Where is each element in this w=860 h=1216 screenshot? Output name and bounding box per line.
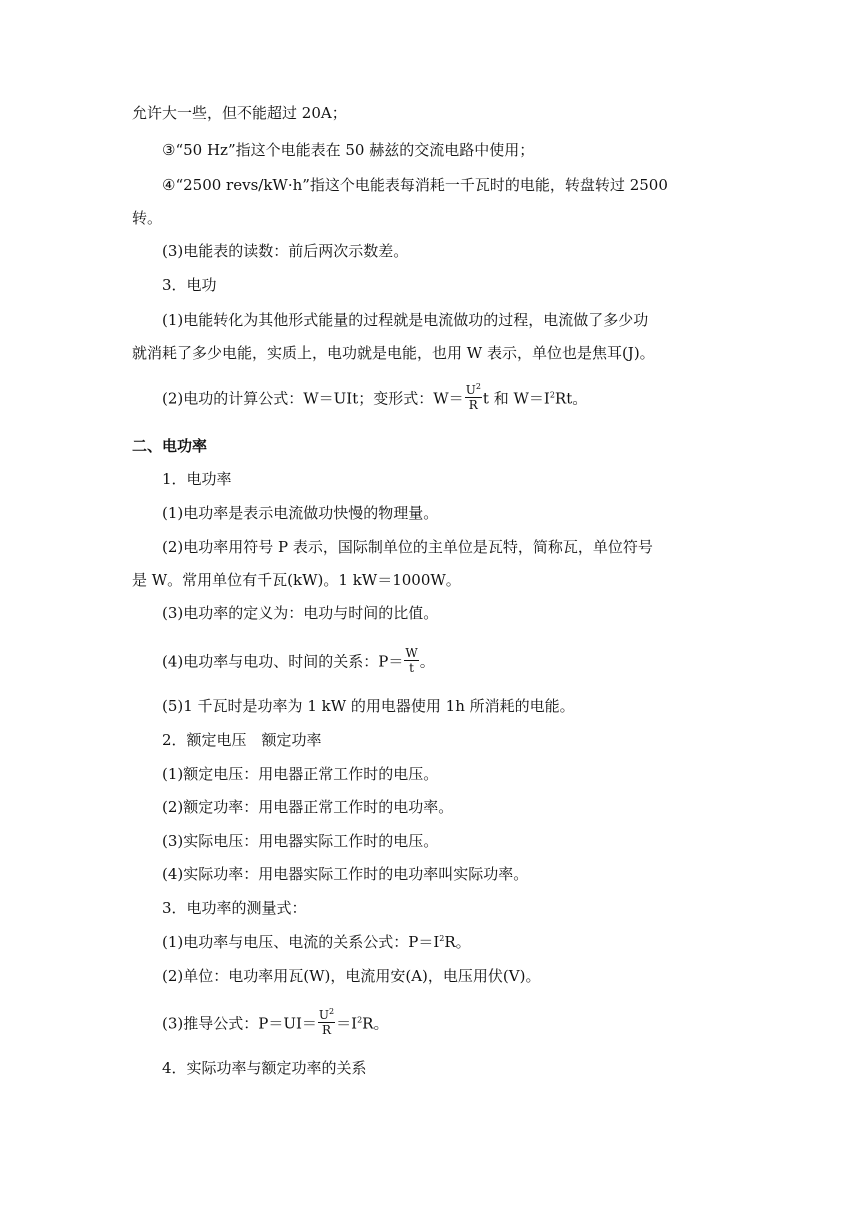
text: (1)额定电压：用电器正常工作时的电压。: [162, 765, 439, 783]
text-line: [162, 966, 540, 990]
text: 是 W。常用单位有千瓦(kW)。1 kW＝1000W。: [132, 571, 461, 589]
text: 就消耗了多少电能，实质上，电功就是电能，也用 W 表示，单位也是焦耳(J)。: [132, 344, 655, 362]
text: (2)额定功率：用电器正常工作时的电功率。: [162, 798, 454, 816]
text-line: [162, 241, 408, 265]
text: ＝I: [336, 1014, 358, 1033]
text-line: [162, 140, 534, 164]
text: (4)电功率与电功、时间的关系：P＝: [162, 652, 404, 671]
text: (1)电功率与电压、电流的关系公式：P＝I: [162, 933, 440, 951]
text: 2．额定电压 额定功率: [162, 731, 322, 749]
numerator: $U^2$: [465, 382, 481, 397]
text-line: [132, 343, 655, 367]
text: 允许大一些，但不能超过 20A；: [132, 104, 347, 122]
text: R。: [444, 933, 471, 951]
text: ④“2500 revs/kW·h”指这个电能表每消耗一千瓦时的电能，转盘转过 2500: [162, 176, 668, 194]
exponent: 2: [357, 1015, 363, 1025]
section-subheading: [162, 1058, 367, 1082]
text: (1)电功率是表示电流做功快慢的物理量。: [162, 504, 439, 522]
text: (1)电能转化为其他形式能量的过程就是电流做功的过程，电流做了多少功: [162, 311, 649, 329]
text-line: [162, 537, 653, 561]
text-line: [162, 764, 438, 788]
fraction: [404, 646, 418, 675]
text-line: [132, 103, 347, 127]
text: 转。: [132, 209, 163, 227]
text: Rt。: [554, 389, 588, 408]
text-line: [132, 570, 461, 594]
text-line: [132, 208, 162, 232]
text-line: [162, 175, 668, 199]
text-line: [162, 864, 528, 888]
text: 3．电功率的测量式：: [162, 899, 307, 917]
exponent: 2: [549, 390, 555, 400]
formula-line: [162, 382, 588, 412]
denominator: R: [468, 398, 478, 412]
denominator: R: [322, 1023, 332, 1037]
text-line: [162, 797, 453, 821]
text: ③“50 Hz”指这个电能表在 50 赫兹的交流电路中使用；: [162, 141, 535, 159]
text: t 和 W＝I: [482, 389, 550, 408]
text: (3)实际电压：用电器实际工作时的电压。: [162, 832, 439, 850]
text: (3)推导公式：P＝UI＝: [162, 1014, 317, 1033]
formula-line: [162, 646, 435, 675]
text-line: [162, 696, 575, 720]
text: (3)电功率的定义为：电功与时间的比值。: [162, 604, 439, 622]
text: 4．实际功率与额定功率的关系: [162, 1059, 367, 1077]
text: (2)电功的计算公式：W＝UIt；变形式：W＝: [162, 389, 464, 408]
text: (2)电功率用符号 P 表示，国际制单位的主单位是瓦特，简称瓦，单位符号: [162, 538, 653, 556]
text-line: [162, 831, 438, 855]
text-line: [162, 503, 438, 527]
text-line: [162, 603, 438, 627]
formula-line: [162, 1007, 389, 1037]
numerator: $U^2$: [318, 1007, 335, 1022]
section-subheading: [162, 730, 322, 754]
section-subheading: [162, 275, 217, 299]
text: (5)1 千瓦时是功率为 1 kW 的用电器使用 1h 所消耗的电能。: [162, 697, 575, 715]
text-line: [162, 310, 648, 334]
text: (2)单位：电功率用瓦(W)，电流用安(A)，电压用伏(V)。: [162, 967, 541, 985]
fraction: [318, 1008, 335, 1037]
text: (4)实际功率：用电器实际工作时的电功率叫实际功率。: [162, 865, 529, 883]
text: 。: [419, 652, 435, 671]
denominator: t: [409, 661, 414, 675]
exponent: 2: [439, 934, 445, 943]
fraction: [465, 383, 482, 412]
text: 3．电功: [162, 276, 217, 294]
text: 二、电功率: [132, 437, 208, 455]
section-heading: [132, 436, 207, 460]
text: (3)电能表的读数：前后两次示数差。: [162, 242, 409, 260]
text: R。: [362, 1014, 389, 1033]
text: 1．电功率: [162, 470, 232, 488]
section-subheading: [162, 898, 307, 922]
section-subheading: [162, 469, 232, 493]
numerator: W: [405, 646, 418, 660]
formula-line: [162, 932, 471, 956]
